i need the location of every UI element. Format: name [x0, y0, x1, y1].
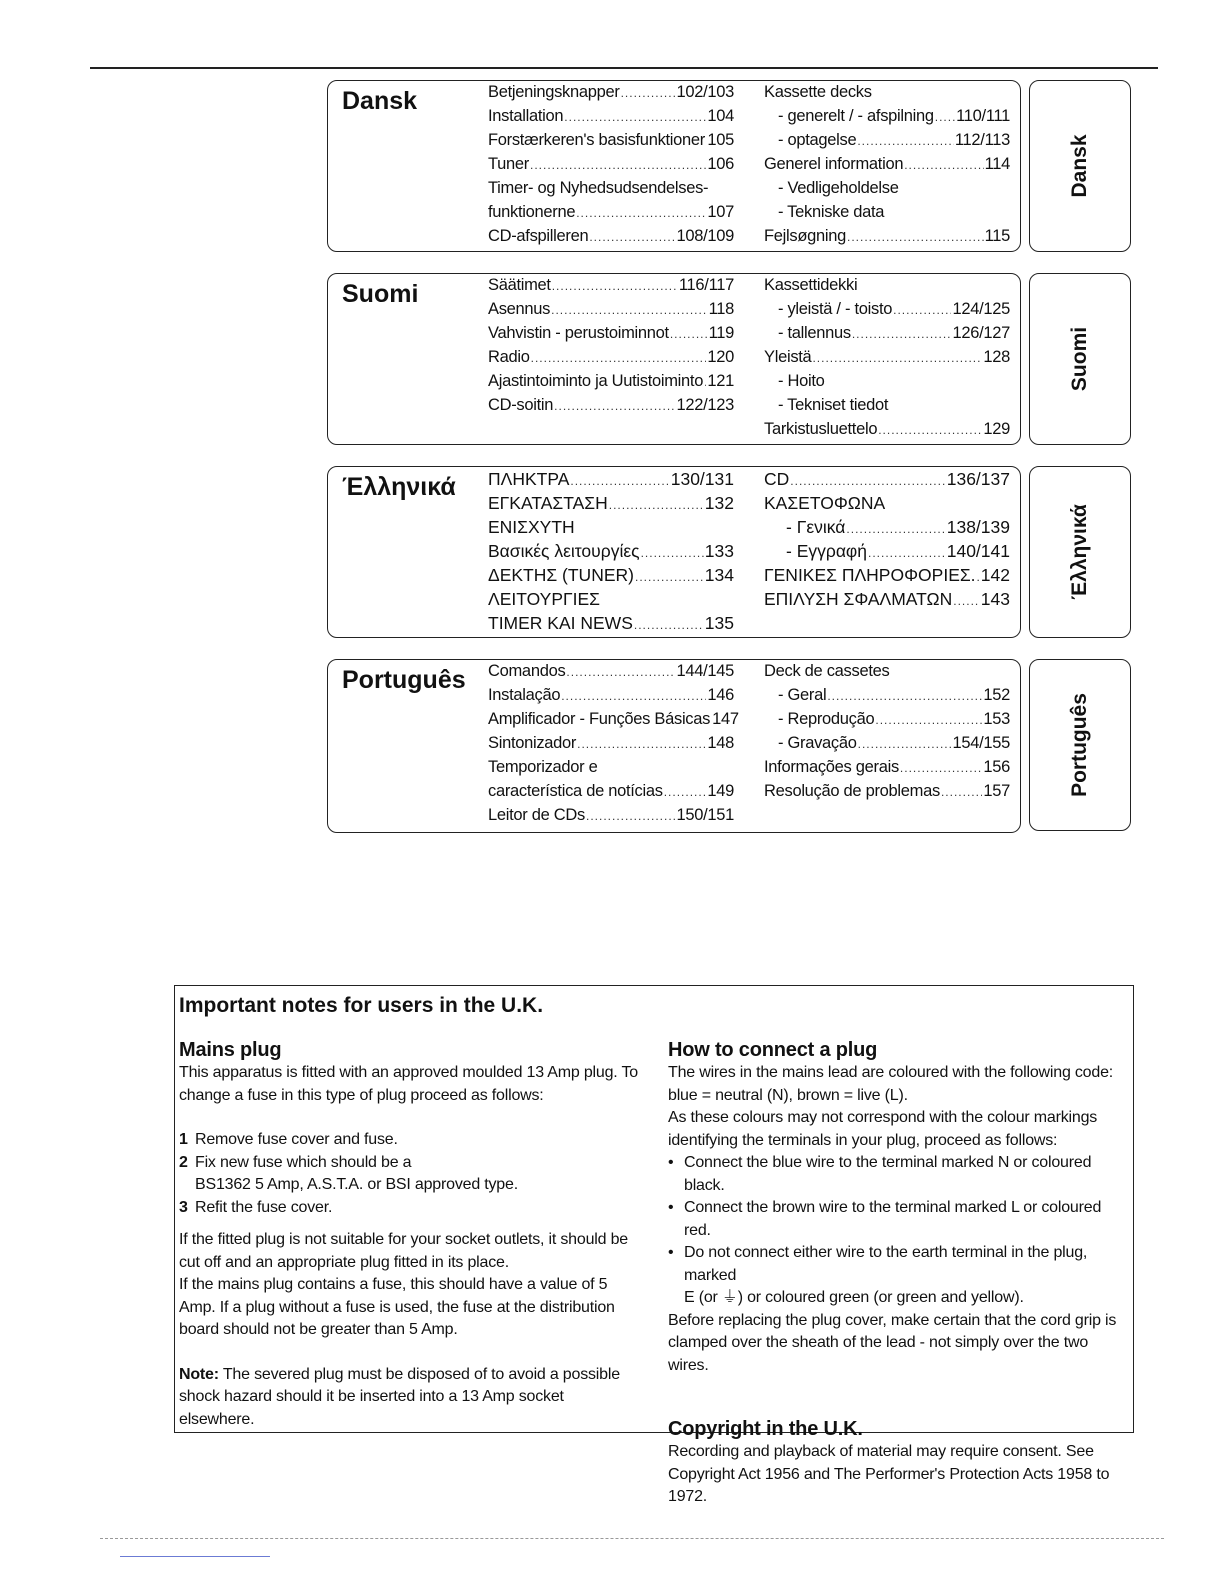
connect-intro: The wires in the mains lead are coloured with the following code: blue = neutral (N), brown = live (L). — [668, 1064, 1114, 1104]
toc-entry[interactable]: Βασικές λειτουργίες ..... 133 — [488, 541, 734, 565]
tab-label: Έλληνικά — [1068, 504, 1091, 600]
toc-entry: Kassette decks — [764, 83, 872, 101]
toc-entry[interactable]: - tallennus ..... 126/127 — [764, 324, 1010, 348]
toc-entry[interactable]: Instalação ..... 146 — [488, 686, 734, 710]
section-portugues — [327, 659, 1021, 833]
connect-plug-heading: How to connect a plug — [668, 1039, 878, 1061]
toc-entry[interactable]: - Εγγραφή ..... 140/141 — [764, 541, 1010, 565]
toc-entry[interactable]: Generel information ..... 114 — [764, 155, 1010, 179]
toc-entry[interactable]: ΠΛΗΚΤΡΑ ..... 130/131 — [488, 469, 734, 493]
step-2: 2 Fix new fuse which should be a — [179, 1153, 412, 1171]
toc-entry[interactable]: - yleistä / - toisto ..... 124/125 — [764, 300, 1010, 324]
mains-para-2: If the mains plug contains a fuse, this should have a value of 5 Amp. If a plug without a fuse is used, the fuse at the distribution board should not be greater than 5 Amp. — [179, 1276, 615, 1338]
toc-entry[interactable]: Ajastintoiminto ja Uutistoiminto ..... 121 — [488, 372, 734, 396]
connect-closing: Before replacing the plug cover, make certain that the cord grip is clamped over the sheath of the lead - not simply over the two wires. — [668, 1311, 1117, 1374]
toc-entry[interactable]: Tuner ..... 106 — [488, 155, 734, 179]
toc-entry[interactable]: ΕΠΙΛΥΣΗ ΣΦΑΛΜΑΤΩΝ ..... 143 — [764, 589, 1010, 613]
connect-bullet: • Do not connect either wire to the earth terminal in the plug, marked — [668, 1242, 1128, 1287]
toc-entry[interactable]: CD ..... 136/137 — [764, 469, 1010, 493]
toc-column-left — [488, 662, 739, 830]
tab-greek[interactable] — [1029, 466, 1131, 638]
toc-entry: Temporizador e — [488, 758, 598, 776]
tab-portugues[interactable] — [1029, 659, 1131, 831]
toc-entry[interactable]: Asennus ..... 118 — [488, 300, 734, 324]
toc-entry[interactable]: Leitor de CDs ..... 150/151 — [488, 806, 734, 830]
toc-entry[interactable]: TIMER ΚΑΙ NEWS ..... 135 — [488, 613, 734, 637]
toc-entry[interactable]: Fejlsøgning ..... 115 — [764, 227, 1010, 251]
toc-entry[interactable]: Informações gerais ..... 156 — [764, 758, 1010, 782]
section-greek — [327, 466, 1021, 638]
toc-entry: Kassettidekki — [764, 276, 858, 294]
toc-column-right — [764, 469, 1010, 613]
toc-entry[interactable]: Betjeningsknapper ..... 102/103 — [488, 83, 734, 107]
toc-entry[interactable]: - Geral ..... 152 — [764, 686, 1010, 710]
tab-label: Português — [1068, 693, 1091, 797]
toc-entry[interactable]: funktionerne ..... 107 — [488, 203, 734, 227]
toc-entry: - Tekniset tiedot — [778, 396, 889, 414]
connect-bullet: • Connect the blue wire to the terminal marked N or coloured black. — [668, 1152, 1128, 1197]
toc-entry[interactable]: Tarkistusluettelo ..... 129 — [764, 420, 1010, 444]
connect-para: As these colours may not correspond with the colour markings identifying the terminals in your plug, proceed as follows: — [668, 1109, 1098, 1149]
mains-plug-heading: Mains plug — [179, 1039, 282, 1061]
toc-entry[interactable]: ΕΓΚΑΤΑΣΤΑΣΗ ..... 132 — [488, 493, 734, 517]
toc-entry: - Vedligeholdelse — [778, 179, 899, 197]
scan-artifact — [120, 1556, 270, 1557]
step-1: 1 Remove fuse cover and fuse. — [179, 1131, 398, 1148]
section-title: Dansk — [342, 87, 418, 115]
toc-column-right — [764, 83, 1010, 251]
toc-entry[interactable]: Installation ..... 104 — [488, 107, 734, 131]
toc-column-left — [488, 276, 734, 420]
toc-entry: - Tekniske data — [778, 203, 885, 221]
toc-entry[interactable]: Sintonizador ..... 148 — [488, 734, 734, 758]
copyright-heading: Copyright in the U.K. — [668, 1418, 863, 1440]
section-suomi — [327, 273, 1021, 445]
connect-plug-column — [668, 1038, 1128, 1509]
toc-entry[interactable]: Vahvistin - perustoiminnot ..... 119 — [488, 324, 734, 348]
scan-artifact — [100, 1538, 1164, 1540]
toc-entry[interactable]: CD-soitin ..... 122/123 — [488, 396, 734, 420]
section-title: Suomi — [342, 280, 419, 308]
toc-entry[interactable]: característica de notícias ..... 149 — [488, 782, 734, 806]
copyright-text: Recording and playback of material may require consent. See Copyright Act 1956 and The Performer's Protection Acts 1958 to 1972. — [668, 1443, 1110, 1505]
toc-entry: Deck de cassetes — [764, 662, 890, 680]
toc-entry[interactable]: Säätimet ..... 116/117 — [488, 276, 734, 300]
toc-column-left — [488, 83, 734, 251]
toc-entry: Timer- og Nyhedsudsendelses- — [488, 179, 709, 197]
toc-entry[interactable]: Amplificador - Funções Básicas 147 — [488, 710, 739, 728]
mains-intro: This apparatus is fitted with an approved moulded 13 Amp plug. To change a fuse in this type of plug proceed as follows: — [179, 1064, 638, 1104]
toc-column-left — [488, 469, 734, 637]
toc-column-right — [764, 662, 1010, 806]
toc-entry[interactable]: Forstærkeren's basisfunktioner ..... 105 — [488, 131, 734, 155]
toc-entry[interactable]: - generelt / - afspilning ..... 110/111 — [764, 107, 1010, 131]
step-2-cont: BS1362 5 Amp, A.S.T.A. or BSI approved type. — [195, 1176, 518, 1193]
toc-entry[interactable]: Comandos ..... 144/145 — [488, 662, 734, 686]
toc-entry[interactable]: Resolução de problemas ..... 157 — [764, 782, 1010, 806]
toc-entry: ΕΝΙΣΧΥΤΗ — [488, 517, 575, 537]
tab-suomi[interactable] — [1029, 273, 1131, 445]
mains-para-1: If the fitted plug is not suitable for your socket outlets, it should be cut off and an appropriate plug fitted in its place. — [179, 1231, 628, 1271]
section-title: Português — [342, 666, 466, 694]
mains-note: Note: The severed plug must be disposed of to avoid a possible shock hazard should it be inserted into a 13 Amp socket elsewhere. — [179, 1365, 620, 1428]
tab-label: Dansk — [1068, 134, 1091, 198]
toc-entry[interactable]: - Gravação ..... 154/155 — [764, 734, 1010, 758]
toc-entry[interactable]: ΓΕΝΙΚΕΣ ΠΛΗΡΟΦΟΡΙΕΣ. ..... 142 — [764, 565, 1010, 589]
toc-entry: - Hoito — [778, 372, 825, 390]
connect-bullet: • Connect the brown wire to the terminal marked L or coloured red. — [668, 1197, 1128, 1242]
toc-entry[interactable]: - Γενικά ..... 138/139 — [764, 517, 1010, 541]
toc-column-right — [764, 276, 1010, 444]
tab-label: Suomi — [1068, 326, 1091, 392]
toc-entry: ΚΑΣΕΤΟΦΩΝΑ — [764, 493, 886, 513]
section-dansk — [327, 80, 1021, 252]
mains-plug-column — [179, 1038, 641, 1431]
tab-dansk[interactable] — [1029, 80, 1131, 252]
toc-entry[interactable]: ΔΕΚΤΗΣ (TUNER) ..... 134 — [488, 565, 734, 589]
uk-notes-box — [174, 985, 1134, 1505]
toc-entry[interactable]: - optagelse ..... 112/113 — [764, 131, 1010, 155]
connect-bullet-cont: E (or ⏚) or coloured green (or green and yellow). — [684, 1289, 1024, 1306]
notes-title: Important notes for users in the U.K. — [179, 994, 544, 1017]
toc-entry: ΛΕΙΤΟΥΡΓΙΕΣ — [488, 589, 600, 609]
section-title: Έλληνικά — [342, 473, 456, 501]
toc-entry[interactable]: Yleistä ..... 128 — [764, 348, 1010, 372]
toc-entry[interactable]: - Reprodução ..... 153 — [764, 710, 1010, 734]
step-3: 3 Refit the fuse cover. — [179, 1198, 333, 1216]
toc-entry[interactable]: CD-afspilleren ..... 108/109 — [488, 227, 734, 251]
toc-entry[interactable]: Radio ..... 120 — [488, 348, 734, 372]
top-rule — [90, 67, 1158, 69]
